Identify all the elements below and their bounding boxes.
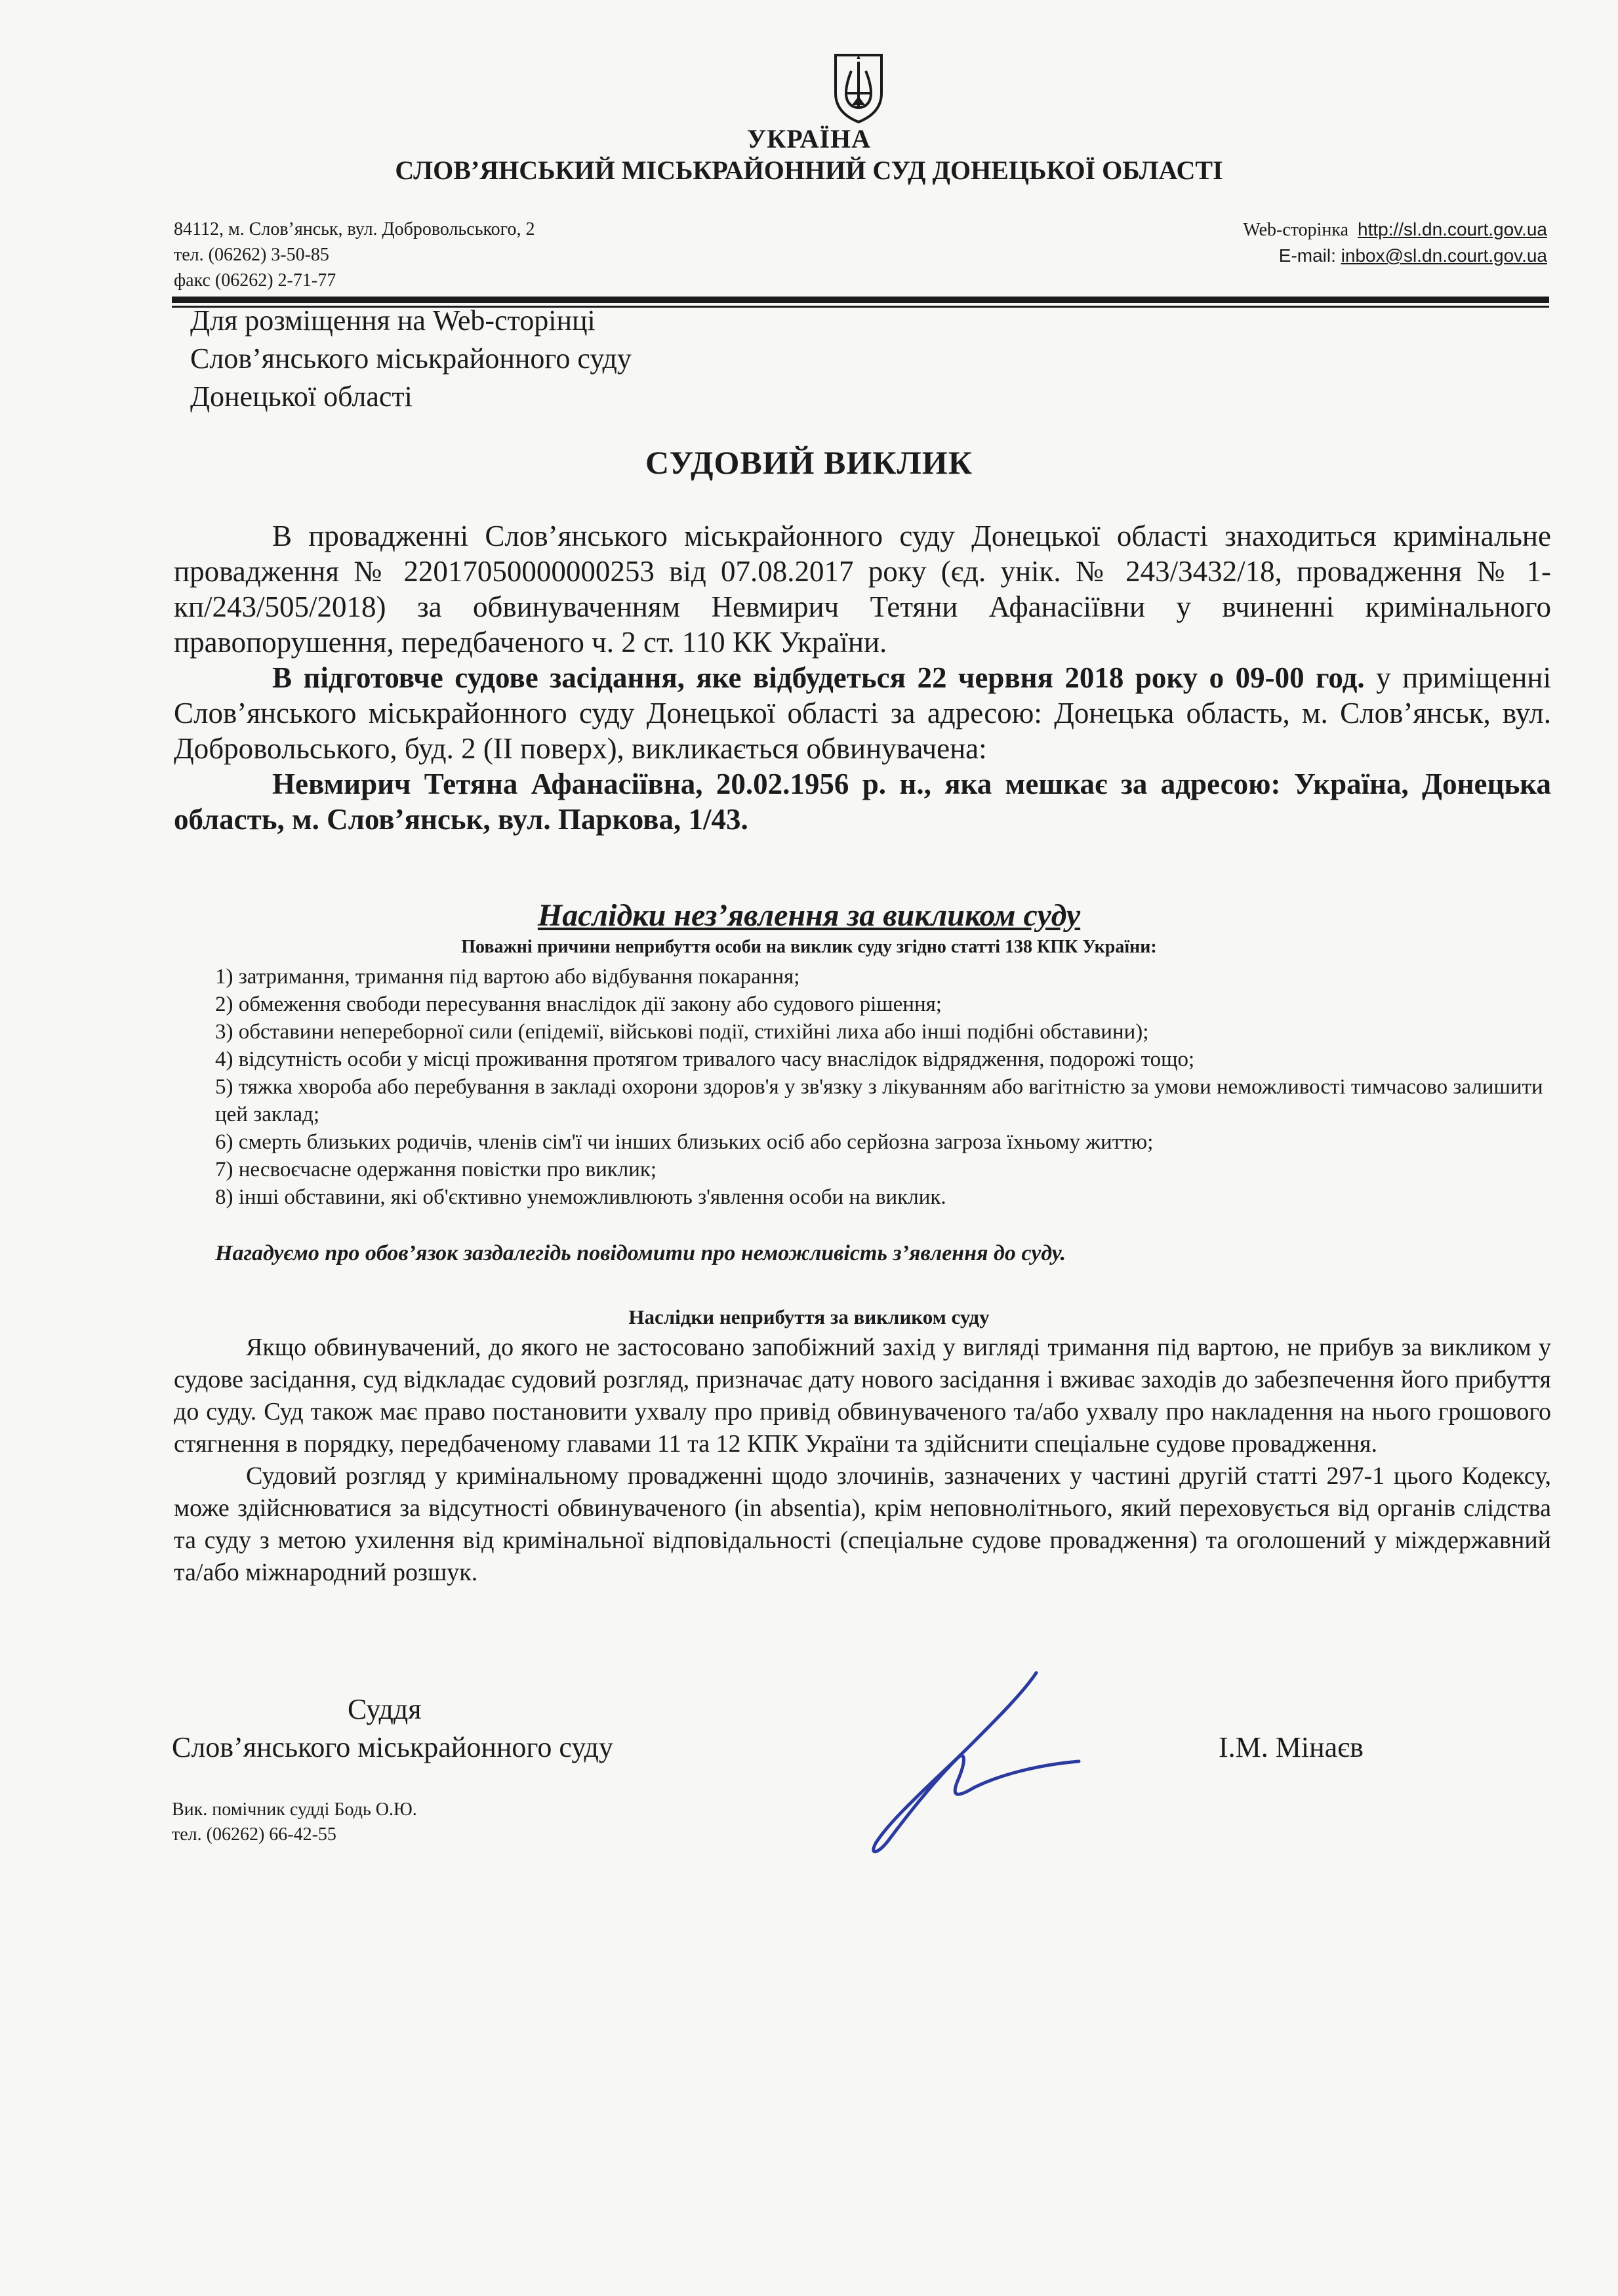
- consequences-title: Наслідки нез’явлення за викликом суду: [537, 898, 1081, 933]
- web-label: Web-сторінка: [1243, 220, 1349, 240]
- email-link[interactable]: inbox@sl.dn.court.gov.ua: [1341, 245, 1547, 266]
- non-appearance-title: Наслідки неприбуття за викликом суду: [628, 1305, 990, 1328]
- list-item: 3) обставини непереборної сили (епідемії, військові події, стихійні лиха або інші подібні обставини);: [215, 1020, 1149, 1044]
- placement-line: Для розміщення на Web-сторінці: [190, 304, 596, 337]
- case-paragraph: В провадженні Слов’янського міськрайонного суду Донецької області знаходиться кримінальне провадження № 22017050000000253 від 07.08.2017 року (єд. унік. № 243/3432/18, провадження № 1-кп/243/505/2018) за обвинуваченням Невмирич Тетяни Афанасіївни у вчиненні кримінального правопорушення, передбаченого ч. 2 ст. 110 КК України.: [174, 520, 1551, 659]
- email-label: E-mail:: [1278, 245, 1336, 266]
- list-item: 4) відсутність особи у місці проживання протягом тривалого часу внаслідок відрядження, подорожі тощо;: [215, 1048, 1195, 1071]
- assistant-phone: тел. (06262) 66-42-55: [172, 1824, 336, 1845]
- in-absentia-paragraph: Судовий розгляд у кримінальному провадженні щодо злочинів, зазначених у частині другій статті 297-1 цього Кодексу, може здійснюватися за відсутності обвинуваченого (in absentia), крім неповнолітнього, який переховується від органів слідства та суду з метою ухилення від кримінальної відповідальності (спеціальне судове провадження) та оголошений у міждержавний та/або міжнародний розшук.: [174, 1462, 1551, 1586]
- accused-paragraph: Невмирич Тетяна Афанасіївна, 20.02.1956 р. н., яка мешкає за адресою: Україна, Донецька область, м. Слов’янськ, вул. Паркова, 1/43.: [174, 768, 1551, 836]
- list-item: 8) інші обставини, які об'єктивно унеможливлюють з'явлення особи на виклик.: [215, 1185, 946, 1209]
- court-phone: тел. (06262) 3-50-85: [174, 245, 329, 265]
- hearing-paragraph: [174, 660, 1551, 766]
- list-item: 7) несвоєчасне одержання повістки про виклик;: [215, 1158, 657, 1181]
- court-fax: факс (06262) 2-71-77: [174, 270, 336, 291]
- web-link[interactable]: http://sl.dn.court.gov.ua: [1358, 219, 1547, 239]
- handwritten-signature: [859, 1666, 1082, 1863]
- reminder-note: Нагадуємо про обов’язок заздалегідь повідомити про неможливість з’явлення до суду.: [215, 1241, 1066, 1265]
- trident-coat-of-arms-icon: [832, 52, 885, 125]
- placement-line: Донецької області: [190, 380, 413, 413]
- document-title: СУДОВИЙ ВИКЛИК: [645, 444, 973, 481]
- country-heading: УКРАЇНА: [746, 124, 872, 154]
- list-item: 2) обмеження свободи пересування внаслідок дії закону або судового рішення;: [215, 993, 942, 1016]
- non-appearance-paragraph: Якщо обвинувачений, до якого не застосовано запобіжний захід у вигляді тримання під вартою, не прибув за викликом у судове засідання, суд відкладає судовий розгляд, призначає дату нового засідання і вживає заходів до забезпечення його прибуття до суду. Суд також має право постановити ухвалу про привід обвинуваченого та/або ухвалу про накладення на нього грошового стягнення в порядку, передбаченому главами 11 та 12 КПК України та здійснити спеціальне судове провадження.: [174, 1334, 1551, 1458]
- non-appearance-body: [174, 1332, 1551, 1589]
- court-web-contacts: [1243, 216, 1547, 268]
- consequences-subtitle: Поважні причини неприбуття особи на виклик суду згідно статті 138 КПК України:: [461, 937, 1157, 957]
- court-name-heading: СЛОВ’ЯНСЬКИЙ МІСЬКРАЙОННИЙ СУД ДОНЕЦЬКОЇ ОБЛАСТІ: [395, 155, 1223, 185]
- list-item: 6) смерть близьких родичів, членів сім'ї чи інших близьких осіб або серйозна загроза їхньому життю;: [215, 1130, 1154, 1154]
- judge-label: Суддя: [348, 1693, 422, 1725]
- judge-name: І.М. Мінаєв: [1219, 1731, 1364, 1763]
- placement-note: [190, 302, 632, 416]
- judge-court: Слов’янського міськрайонного суду: [172, 1731, 613, 1763]
- placement-line: Слов’янського міськрайонного суду: [190, 342, 632, 375]
- assistant-contacts: [172, 1797, 417, 1847]
- summons-body: [174, 518, 1551, 837]
- court-address: 84112, м. Слов’янськ, вул. Добровольського, 2: [174, 219, 535, 239]
- list-item: 5) тяжка хвороба або перебування в закладі охорони здоров'я у зв'язку з лікуванням або вагітністю за умови неможливості тимчасово залишити цей заклад;: [215, 1075, 1543, 1126]
- hearing-location-text: у приміщенні Слов’янського міськрайонного суду Донецької області за адресою: Донецька область, м. Слов’янськ, вул. Добровольського, буд. 2 (ІІ поверх), викликається обвинувачена:: [174, 661, 1551, 765]
- court-contacts: [174, 216, 535, 293]
- assistant-name: Вик. помічник судді Бодь О.Ю.: [172, 1799, 417, 1820]
- hearing-date-text: В підготовче судове засідання, яке відбудеться 22 червня 2018 року о 09-00 год.: [272, 661, 1365, 694]
- list-item: 1) затримання, тримання під вартою або відбування покарання;: [215, 965, 800, 989]
- valid-reasons-list: [215, 963, 1553, 1211]
